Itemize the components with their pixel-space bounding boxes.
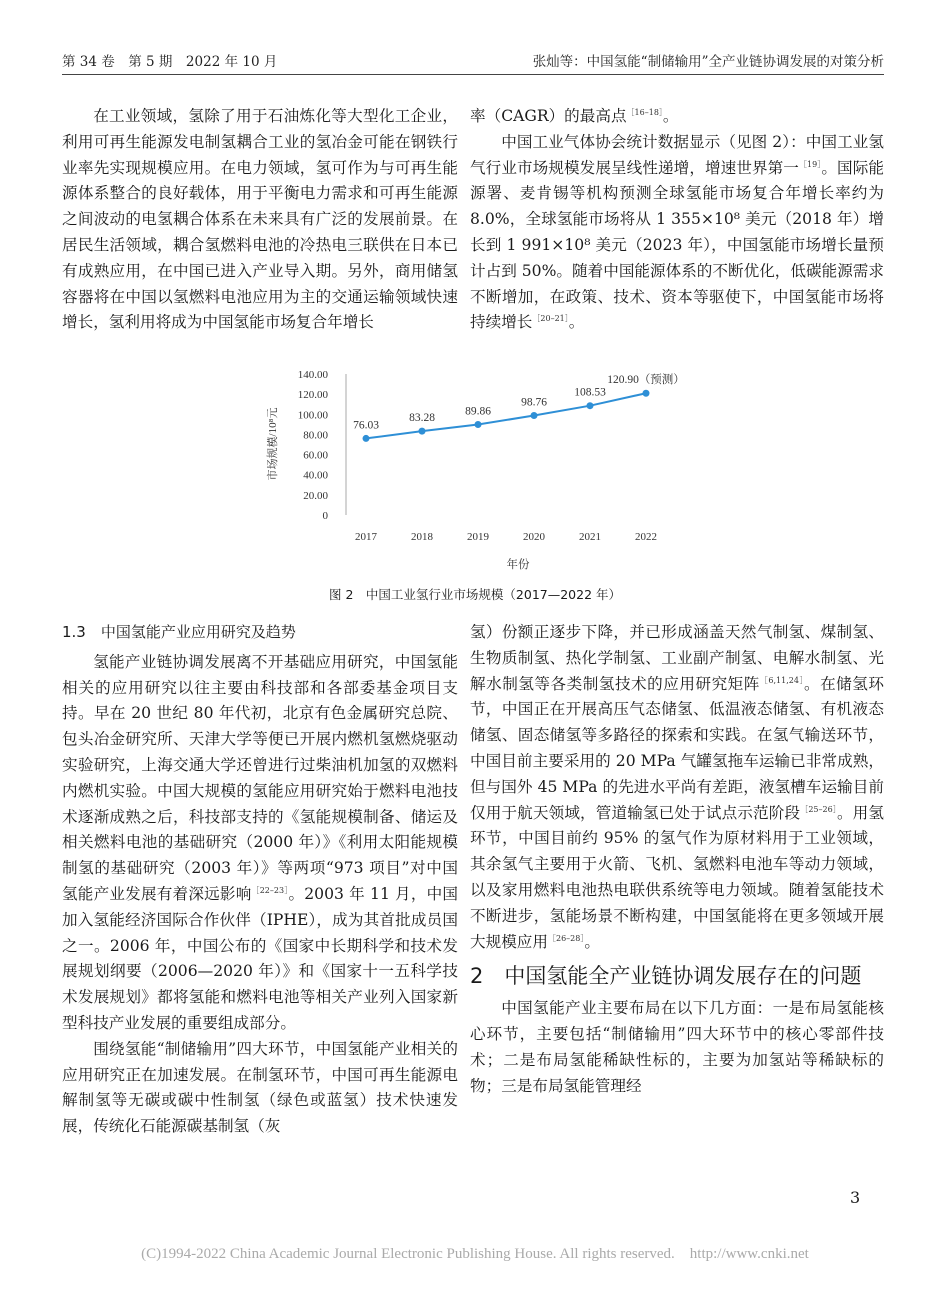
y-tick-label: 40.00 bbox=[303, 469, 328, 482]
x-tick-label: 2021 bbox=[579, 531, 601, 543]
y-axis-label: 市场规模/10⁸元 bbox=[267, 407, 279, 481]
data-point bbox=[587, 402, 594, 409]
copyright-footer: (C)1994-2022 China Academic Journal Electronic Publishing House. All rights reserved. http://www.cnki.net bbox=[141, 1246, 809, 1262]
paragraph: 率（CAGR）的最高点$^{[16-18]}$。 bbox=[470, 107, 679, 125]
x-tick-label: 2020 bbox=[523, 531, 545, 543]
data-label: 108.53 bbox=[574, 386, 606, 399]
citation: ［16–18］ bbox=[626, 107, 663, 117]
citation: ［19］ bbox=[798, 159, 822, 169]
left-column-top bbox=[62, 104, 458, 336]
x-tick-label: 2017 bbox=[355, 531, 377, 543]
y-tick-label: 80.00 bbox=[303, 429, 328, 442]
x-axis-label: 年份 bbox=[506, 559, 530, 571]
data-label: 83.28 bbox=[409, 412, 435, 425]
paragraph: 氢）份额正逐步下降，并已形成涵盖天然气制氢、煤制氢、生物质制氢、热化学制氢、工业副产制氢、电解水制氢、光解水制氢等各类制氢技术的应用研究矩阵$^{[6,11,24]}$。在储氢环节，中国正在开展高压气态储氢、低温液态储氢、有机液态储氢、固态储氢等多路径的探索和实践。在氢气输送环节，中国目前主要采用的 20 MPa 气罐氢拖车运输已非常成熟，但与国外 45 MPa 的先进水平尚有差距，液氢槽车运输目前仅用于航天领域，管道输氢已处于试点示范阶段$^{[25-26]}$。用氢环节，中国目前约 95% 的氢气作为原材料用于工业领域，其余氢气主要用于火箭、飞机、氢燃料电池车等动力领域，以及家用燃料电池热电联供系统等电力领域。随着氢能技术不断进步，氢能场景不断构建，中国氢能将在更多领域开展大规模应用$^{[26-28]}$。 bbox=[470, 623, 884, 951]
data-point bbox=[475, 421, 482, 428]
figure-caption: 图 2 中国工业氢行业市场规模（2017—2022 年） bbox=[328, 587, 622, 602]
data-point bbox=[363, 435, 370, 442]
data-point bbox=[643, 390, 650, 397]
series-line bbox=[366, 393, 646, 438]
paragraph: 中国氢能产业主要布局在以下几方面：一是布局氢能核心环节，主要包括“制储输用”四大环节中的核心零部件技术；二是布局氢能稀缺性标的，主要为加氢站等稀缺标的物；三是布局氢能管理经 bbox=[470, 999, 884, 1095]
journal-issue: 第 34 卷 第 5 期 2022 年 10 月 bbox=[62, 54, 278, 70]
y-tick-label: 60.00 bbox=[303, 449, 328, 462]
data-label: 76.03 bbox=[353, 419, 379, 432]
section-heading-1-3: 1.3 中国氢能产业应用研究及趋势 bbox=[62, 623, 296, 641]
data-point bbox=[419, 428, 426, 435]
paragraph: 氢能产业链协调发展离不开基础应用研究，中国氢能相关的应用研究以往主要由科技部和各部委基金项目支持。早在 20 世纪 80 年代初，北京有色金属研究总院、包头冶金研究所、天津大学等便已开展内燃机氢燃烧驱动实验研究，上海交通大学还曾进行过柴油机加氢的双燃料内燃机实验。中国大规模的氢能应用研究始于燃料电池技术逐渐成熟之后，科技部支持的《氢能规模制备、储运及相关燃料电池的基础研究（2000 年）》《利用太阳能规模制氢的基础研究（2003 年）》等两项“973 项目”对中国氢能产业发展有着深远影响$^{[22-23]}$。2003 年 11 月，中国加入氢能经济国际合作伙伴（IPHE），成为其首批成员国之一。2006 年，中国公布的《国家中长期科学和技术发展规划纲要（2006—2020 年）》和《国家十一五科学技术发展规划》都将氢能和燃料电池等相关产业列入国家新型科技产业发展的重要组成部分。 bbox=[62, 652, 458, 1032]
paragraph: 在工业领域，氢除了用于石油炼化等大型化工企业，利用可再生能源发电制氢耦合工业的氢冶金可能在钢铁行业率先实现规模应用。在电力领域，氢可作为与可再生能源体系整合的良好载体，用于平衡电力需求和可再生能源之间波动的电氢耦合体系在未来具有广泛的发展前景。在居民生活领域，耦合氢燃料电池的冷热电三联供在日本已有成熟应用，在中国已进入产业导入期。另外，商用储氢容器将在中国以氢燃料电池应用为主的交通运输领域快速增长，氢利用将成为中国氢能市场复合年增长 bbox=[62, 107, 458, 332]
data-label: 120.90（预测） bbox=[607, 374, 685, 387]
x-tick-label: 2022 bbox=[635, 531, 657, 543]
citation: ［20–21］ bbox=[532, 314, 569, 324]
running-header bbox=[62, 46, 884, 70]
right-column-bottom bbox=[470, 620, 884, 1100]
y-tick-label: 20.00 bbox=[303, 489, 328, 502]
paragraph: 中国工业气体协会统计数据显示（见图 2）：中国工业氢气行业市场规模发展呈线性递增，增速世界第一$^{[19]}$。国际能源署、麦肯锡等机构预测全球氢能市场复合年增长率约为 8.0%，全球氢能市场将从 1 355×10⁸ 美元（2018 年）增长到 1 991×10⁸ 美元（2023 年），中国氢能市场增长量预计占到 50%。随着中国能源体系的不断优化，低碳能源需求不断增加，在政策、技术、资本等驱使下，中国氢能市场将持续增长$^{[20-21]}$。 bbox=[470, 132, 884, 332]
data-label: 89.86 bbox=[465, 405, 491, 418]
right-column-top bbox=[470, 104, 884, 336]
market-size-chart bbox=[240, 360, 700, 575]
y-tick-label: 140.00 bbox=[297, 369, 328, 381]
left-column-bottom bbox=[62, 620, 458, 1140]
y-tick-label: 100.00 bbox=[297, 409, 328, 422]
page-number: 3 bbox=[850, 1188, 861, 1207]
section-heading-2: 2 中国氢能全产业链协调发展存在的问题 bbox=[470, 964, 862, 989]
citation: ［25–26］ bbox=[800, 804, 837, 814]
data-point bbox=[531, 412, 538, 419]
citation: ［6,11,24］ bbox=[759, 675, 804, 685]
citation: ［22–23］ bbox=[251, 885, 289, 895]
y-tick-label: 0 bbox=[322, 510, 328, 522]
header-rule bbox=[62, 74, 884, 75]
x-tick-label: 2018 bbox=[411, 531, 433, 543]
article-running-title: 张灿等：中国氢能“制储输用”全产业链协调发展的对策分析 bbox=[532, 54, 884, 70]
x-tick-label: 2019 bbox=[467, 531, 489, 543]
y-tick-label: 120.00 bbox=[297, 389, 328, 402]
data-label: 98.76 bbox=[521, 396, 547, 409]
citation: ［26–28］ bbox=[547, 933, 585, 943]
paragraph: 围绕氢能“制储输用”四大环节，中国氢能产业相关的应用研究正在加速发展。在制氢环节，中国可再生能源电解制氢等无碳或碳中性制氢（绿色或蓝氢）技术快速发展，传统化石能源碳基制氢（灰 bbox=[62, 1039, 458, 1136]
